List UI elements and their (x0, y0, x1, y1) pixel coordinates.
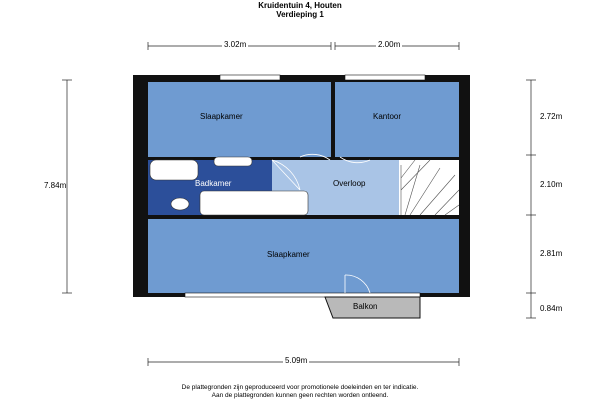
label-bathroom: Badkamer (195, 179, 232, 188)
label-landing: Overloop (333, 179, 366, 188)
dim-top-right: 2.00m (378, 40, 401, 49)
washbasin-left (150, 160, 198, 180)
window-bottom (185, 293, 420, 297)
label-bedroom-top: Slaapkamer (200, 112, 243, 121)
dim-right-2: 2.10m (540, 180, 563, 189)
dim-right-3: 2.81m (540, 249, 563, 258)
dim-right-4: 0.84m (540, 304, 563, 313)
window-top-right (345, 75, 425, 80)
label-bedroom-bottom: Slaapkamer (267, 250, 310, 259)
label-office: Kantoor (373, 112, 402, 121)
label-balcony: Balkon (353, 302, 378, 311)
dim-right-1: 2.72m (540, 112, 563, 121)
plan-address: Kruidentuin 4, Houten (258, 1, 342, 10)
window-top-left (220, 75, 280, 80)
plan-floor: Verdieping 1 (276, 10, 324, 19)
bathtub (200, 191, 308, 215)
disclaimer-line-1: De plattegronden zijn geproduceerd voor promotionele doeleinden en ter indicatie. (181, 384, 419, 391)
toilet (171, 198, 189, 210)
disclaimer-line-2: Aan de plattegronden kunnen geen rechten worden ontleend. (211, 392, 389, 399)
dim-bottom-width: 5.09m (285, 356, 308, 365)
stair (399, 160, 459, 215)
dim-total-height: 7.84m (44, 181, 67, 190)
washbasin-right (214, 157, 252, 166)
dim-top-left: 3.02m (224, 40, 247, 49)
